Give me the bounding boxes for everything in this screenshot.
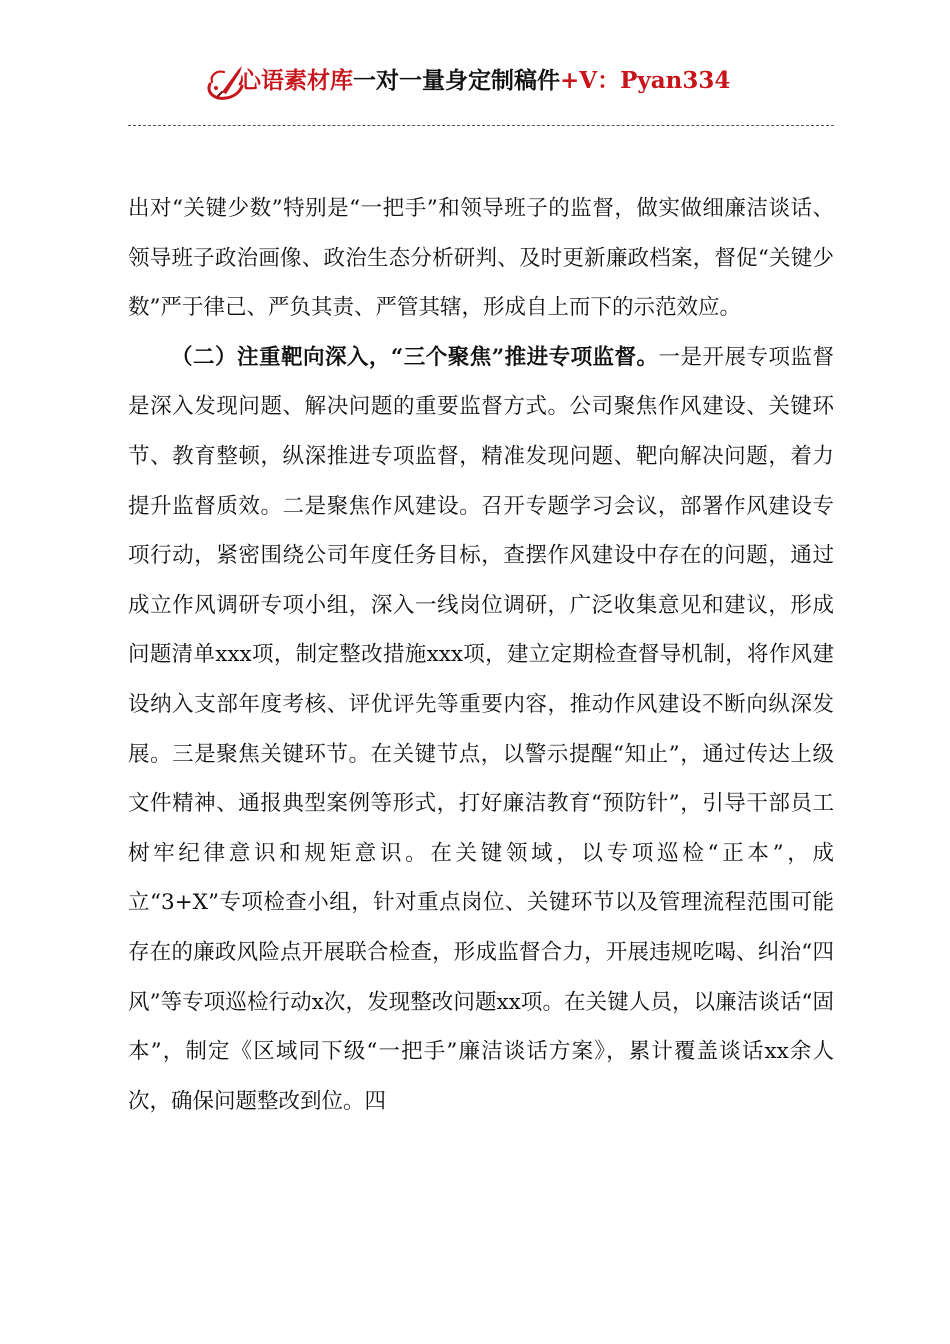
paragraph-section-two bbox=[128, 333, 834, 1127]
contact-info: +V：Pyan334 bbox=[560, 67, 731, 94]
section-heading: （二）注重靶向深入，“三个聚焦”推进专项监督。 bbox=[171, 344, 659, 370]
paragraph-continuation: 出对“关键少数”特别是“一把手”和领导班子的监督，做实做细廉洁谈话、领导班子政治画像、政治生态分析研判、及时更新廉政档案，督促“关键少数”严于律己、严负其责、严管其辖，形成自上而下的示范效应。 bbox=[128, 196, 834, 321]
header-title bbox=[238, 66, 730, 96]
header-divider bbox=[128, 125, 834, 126]
brand-name: 心语素材库 bbox=[238, 67, 353, 94]
document-body bbox=[128, 184, 834, 1126]
page-header bbox=[0, 56, 950, 106]
header-slogan: 一对一量身定制稿件 bbox=[353, 67, 560, 94]
section-body: 一是开展专项监督是深入发现问题、解决问题的重要监督方式。公司聚焦作风建设、关键环节、教育整顿，纵深推进专项监督，精准发现问题、靶向解决问题，着力提升监督质效。二是聚焦作风建设。召开专题学习会议，部署作风建设专项行动，紧密围绕公司年度任务目标，查摆作风建设中存在的问题，通过成立作风调研专项小组，深入一线岗位调研，广泛收集意见和建议，形成问题清单xxx项，制定整改措施xxx项，建立定期检查督导机制，将作风建设纳入支部年度考核、评优评先等重要内容，推动作风建设不断向纵深发展。三是聚焦关键环节。在关键节点，以警示提醒“知止”，通过传达上级文件精神、通报典型案例等形式，打好廉洁教育“预防针”，引导干部员工树牢纪律意识和规矩意识。在关键领域，以专项巡检“正本”，成立“3+X”专项检查小组，针对重点岗位、关键环节以及管理流程范围可能存在的廉政风险点开展联合检查，形成监督合力，开展违规吃喝、纠治“四风”等专项巡检行动x次，发现整改问题xx项。在关键人员，以廉洁谈话“固本”，制定《区域同下级“一把手”廉洁谈话方案》，累计覆盖谈话xx余人次，确保问题整改到位。四 bbox=[128, 344, 834, 1114]
